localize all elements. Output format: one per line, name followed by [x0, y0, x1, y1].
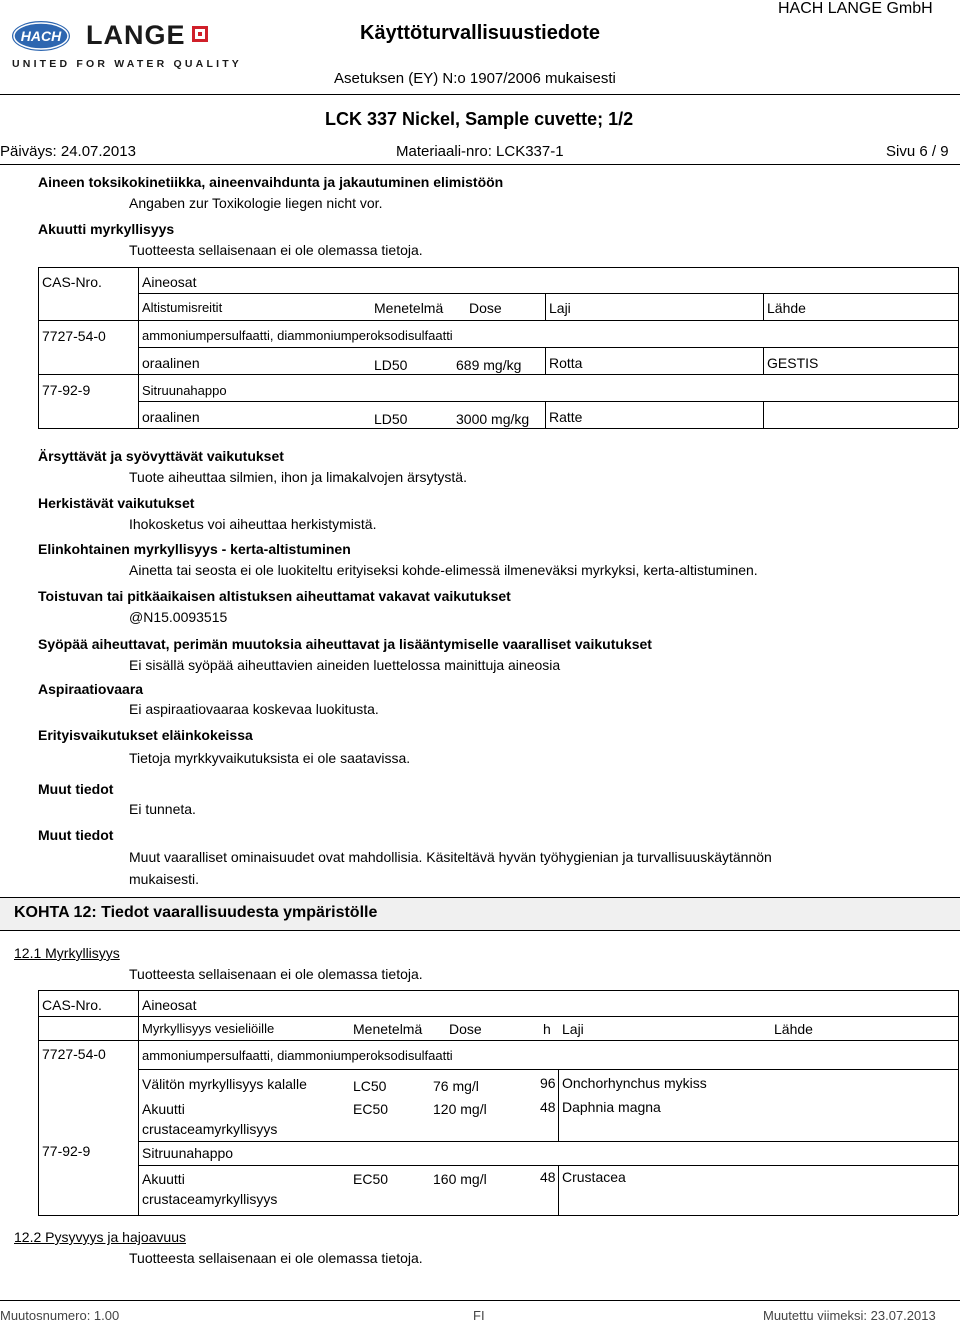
- dose: 160 mg/l: [433, 1171, 487, 1187]
- species: Crustacea: [562, 1169, 626, 1185]
- header-divider-bottom: [0, 164, 960, 165]
- col-header-cas: CAS-Nro.: [42, 274, 102, 290]
- col-header-source: Lähde: [767, 300, 806, 316]
- method: EC50: [353, 1101, 389, 1117]
- toxicity-type-line2: crustaceamyrkyllisyys: [142, 1191, 278, 1207]
- exposure-route: oraalinen: [142, 409, 200, 425]
- exposure-route: oraalinen: [142, 355, 200, 371]
- section-title: Erityisvaikutukset eläinkokeissa: [38, 727, 253, 743]
- dose: 76 mg/l: [433, 1078, 479, 1094]
- toxicity-type: Akuutti: [142, 1101, 185, 1117]
- subsection-text: Tuotteesta sellaisenaan ei ole olemassa tietoja.: [129, 966, 423, 982]
- section-text: Ihokosketus voi aiheuttaa herkistymistä.: [129, 516, 377, 532]
- section-text: Ainetta tai seosta ei ole luokiteltu erityiseksi kohde-elimessä ilmeneväksi myrkyksi, kerta-altistuminen.: [129, 562, 758, 578]
- col-header-source: Lähde: [774, 1021, 813, 1037]
- dose: 3000 mg/kg: [456, 411, 530, 427]
- section-text: Tuote aiheuttaa silmien, ihon ja limakalvojen ärsytystä.: [129, 469, 467, 485]
- species: Onchorhynchus mykiss: [562, 1075, 707, 1091]
- hach-logo-text: HACH: [20, 28, 62, 44]
- section-text: @N15.0093515: [129, 609, 228, 625]
- cas-number: 77-92-9: [42, 1143, 91, 1159]
- toxicity-type: Akuutti: [142, 1171, 185, 1187]
- section-title: Toistuvan tai pitkäaikaisen altistuksen aiheuttamat vakavat vaikutukset: [38, 588, 511, 604]
- col-header-cas: CAS-Nro.: [42, 997, 102, 1013]
- substance-name: ammoniumpersulfaatti, diammoniumperoksodisulfaatti: [142, 1048, 453, 1063]
- substance-name: ammoniumpersulfaatti, diammoniumperoksodisulfaatti: [142, 328, 453, 343]
- section-text: Ei aspiraatiovaaraa koskevaa luokitusta.: [129, 701, 379, 717]
- subsection-title: 12.2 Pysyvyys ja hajoavuus: [14, 1229, 186, 1245]
- material-number: Materiaali-nro: LCK337-1: [396, 143, 564, 160]
- section-title: Herkistävät vaikutukset: [38, 495, 195, 511]
- section-text-line1: Muut vaaralliset ominaisuudet ovat mahdollisia. Käsiteltävä hyvän työhygienian ja turvallisuuskäytännön: [129, 849, 772, 865]
- product-name: LCK 337 Nickel, Sample cuvette; 1/2: [325, 109, 634, 129]
- col-header-dose: Dose: [449, 1021, 482, 1037]
- header-divider: [0, 94, 960, 95]
- section-text: Ei tunneta.: [129, 801, 196, 817]
- date: Päiväys: 24.07.2013: [0, 143, 136, 160]
- revision-number: Muutosnumero: 1.00: [0, 1308, 120, 1323]
- toxicity-type-line2: crustaceamyrkyllisyys: [142, 1121, 278, 1137]
- acute-title: Akuutti myrkyllisyys: [38, 221, 175, 237]
- source: GESTIS: [767, 355, 819, 371]
- company-name: HACH LANGE GmbH: [778, 0, 933, 17]
- document-title: Käyttöturvallisuustiedote: [360, 22, 601, 44]
- method: LC50: [353, 1078, 387, 1094]
- lange-logo-mark: [192, 26, 208, 42]
- col-header-h: h: [543, 1021, 551, 1037]
- section-title: Muut tiedot: [38, 781, 114, 797]
- language-code: FI: [473, 1308, 485, 1323]
- col-header-species: Laji: [562, 1021, 584, 1037]
- species: Ratte: [549, 409, 583, 425]
- last-modified: Muutettu viimeksi: 23.07.2013: [763, 1308, 936, 1323]
- section-title: Elinkohtainen myrkyllisyys - kerta-altistuminen: [38, 541, 351, 557]
- col-header-substance: Aineosat: [142, 997, 197, 1013]
- acute-text: Tuotteesta sellaisenaan ei ole olemassa tietoja.: [129, 242, 423, 258]
- col-header-method: Menetelmä: [374, 300, 444, 316]
- cas-number: 77-92-9: [42, 382, 91, 398]
- col-header-substance: Aineosat: [142, 274, 197, 290]
- subsection-title: 12.1 Myrkyllisyys: [14, 945, 120, 961]
- col-header-method: Menetelmä: [353, 1021, 423, 1037]
- dose: 689 mg/kg: [456, 357, 522, 373]
- substance-name: Sitruunahappo: [142, 383, 227, 398]
- substance-name: Sitruunahappo: [142, 1145, 234, 1161]
- toxicity-type: Välitön myrkyllisyys kalalle: [142, 1076, 307, 1092]
- cas-number: 7727-54-0: [42, 328, 106, 344]
- section-title: Aspiraatiovaara: [38, 681, 144, 697]
- tagline: UNITED FOR WATER QUALITY: [12, 58, 243, 70]
- section-text-line2: mukaisesti.: [129, 871, 200, 887]
- hours: 48: [540, 1099, 556, 1115]
- section-title: Muut tiedot: [38, 827, 114, 843]
- hach-logo: [10, 18, 72, 54]
- page-number: Sivu 6 / 9: [886, 143, 949, 160]
- species: Rotta: [549, 355, 583, 371]
- col-header-tox: Myrkyllisyys vesieliöille: [142, 1021, 275, 1036]
- hours: 48: [540, 1169, 556, 1185]
- kinetics-text: Angaben zur Toxikologie liegen nicht vor.: [129, 195, 383, 211]
- section-text: Ei sisällä syöpää aiheuttavien aineiden luettelossa mainittuja aineosia: [129, 657, 561, 673]
- col-header-species: Laji: [549, 300, 571, 316]
- footer-divider: [0, 1300, 960, 1301]
- species: Daphnia magna: [562, 1099, 661, 1115]
- method: EC50: [353, 1171, 389, 1187]
- subsection-text: Tuotteesta sellaisenaan ei ole olemassa tietoja.: [129, 1250, 423, 1266]
- lange-logo: LANGE: [86, 20, 186, 50]
- regulation: Asetuksen (EY) N:o 1907/2006 mukaisesti: [334, 70, 616, 87]
- section-12-title: KOHTA 12: Tiedot vaarallisuudesta ympäristölle: [14, 904, 378, 921]
- section-text: Tietoja myrkkyvaikutuksista ei ole saatavissa.: [129, 750, 411, 766]
- section-title: Syöpää aiheuttavat, perimän muutoksia aiheuttavat ja lisääntymiselle vaaralliset vaikutukset: [38, 636, 652, 652]
- section-title: Ärsyttävät ja syövyttävät vaikutukset: [38, 448, 284, 464]
- method: LD50: [374, 411, 408, 427]
- hours: 96: [540, 1075, 556, 1091]
- col-header-route: Altistumisreitit: [142, 300, 223, 315]
- cas-number: 7727-54-0: [42, 1046, 106, 1062]
- dose: 120 mg/l: [433, 1101, 487, 1117]
- kinetics-title: Aineen toksikokinetiikka, aineenvaihdunta ja jakautuminen elimistöön: [38, 174, 504, 190]
- method: LD50: [374, 357, 408, 373]
- col-header-dose: Dose: [469, 300, 502, 316]
